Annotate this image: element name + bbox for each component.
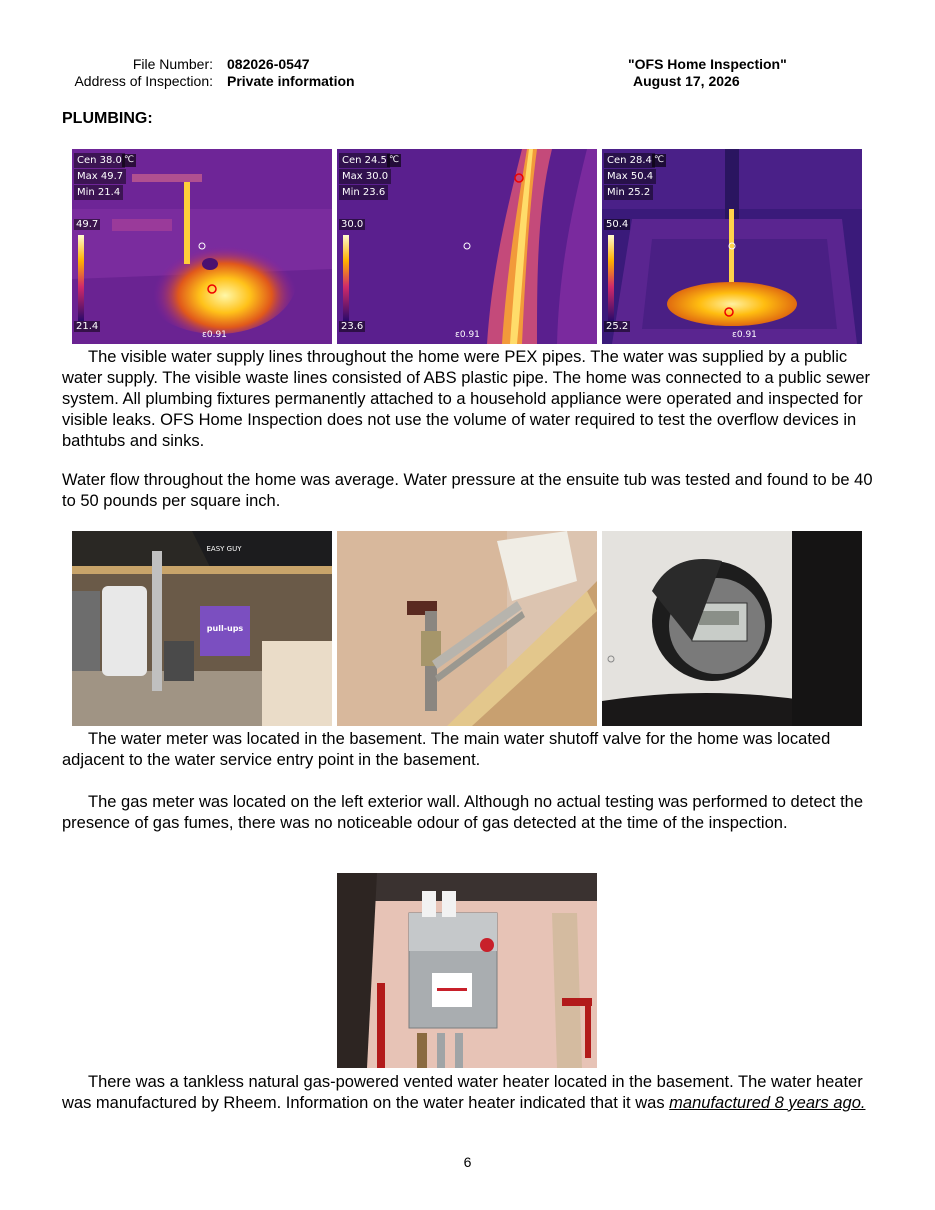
thermal-image-tub xyxy=(602,149,862,344)
photo-basement-storage xyxy=(72,531,332,726)
manufacture-age: manufactured 8 years ago. xyxy=(669,1093,866,1112)
thermal-emissivity: ε0.91 xyxy=(732,330,757,340)
thermal-max: Max 30.0 xyxy=(339,169,391,184)
section-title: PLUMBING: xyxy=(62,110,153,127)
paragraph-text: Water flow throughout the home was average. Water pressure at the ensuite tub was tested and found to be 40 to 50 pounds per square inch. xyxy=(62,470,873,510)
file-number-label: File Number: xyxy=(132,56,213,72)
paragraph-water-flow xyxy=(62,470,874,512)
thermal-scale-high: 30.0 xyxy=(341,219,364,230)
thermal-cen: Cen 38.0 xyxy=(74,153,125,168)
thermal-emissivity: ε0.91 xyxy=(202,330,227,340)
thermal-scale-low: 23.6 xyxy=(341,321,364,332)
paragraph-gas-meter xyxy=(62,792,874,834)
thermal-scale-low: 25.2 xyxy=(606,321,629,332)
paragraph-water-heater xyxy=(62,1072,874,1114)
thermal-image-pipe xyxy=(337,149,597,344)
thermal-cen: Cen 28.4 xyxy=(604,153,655,168)
thermal-image-sink xyxy=(72,149,332,344)
thermal-cen: Cen 24.5 xyxy=(339,153,390,168)
thermal-scale-high: 49.7 xyxy=(76,219,99,230)
file-number: 082026-0547 xyxy=(227,56,310,72)
thermal-max: Max 49.7 xyxy=(74,169,126,184)
thermal-min: Min 23.6 xyxy=(339,185,388,200)
address-value: Private information xyxy=(227,73,355,89)
company-name: "OFS Home Inspection" xyxy=(628,56,787,72)
thermal-unit: ℃ xyxy=(654,155,665,165)
paragraph-text: The water meter was located in the basement. The main water shutoff valve for the home was located adjacent to the water service entry point in the basement. xyxy=(62,729,831,769)
photo-tankless-water-heater xyxy=(337,873,597,1068)
bag-text: EASY GUY xyxy=(206,545,242,553)
thermal-scale-low: 21.4 xyxy=(76,321,99,332)
photo-water-pipe-valve xyxy=(337,531,597,726)
paragraph-text: The visible water supply lines throughout the home were PEX pipes. The water was supplied by a public water supply. The visible waste lines consisted of ABS plastic pipe. The home was connected to a public sewer system. All plumbing fixtures permanently attached to a household appliance were operated and inspected for visible leaks. OFS Home Inspection does not use the volume of water required to test the overflow devices in bathtubs and sinks. xyxy=(62,347,871,450)
paragraph-water-meter xyxy=(62,729,874,771)
thermal-min: Min 21.4 xyxy=(74,185,123,200)
thermal-min: Min 25.2 xyxy=(604,185,653,200)
report-date: August 17, 2026 xyxy=(633,73,740,89)
report-header xyxy=(0,56,935,96)
thermal-scale-high: 50.4 xyxy=(606,219,629,230)
thermal-unit: ℃ xyxy=(124,155,135,165)
paragraph-supply-lines xyxy=(62,347,874,452)
photo-water-meter xyxy=(602,531,862,726)
paragraph-text: The gas meter was located on the left exterior wall. Although no actual testing was performed to detect the presence of gas fumes, there was no noticeable odour of gas detected at the time of the inspection. xyxy=(62,792,864,832)
box-text: pull-ups xyxy=(206,624,244,633)
thermal-max: Max 50.4 xyxy=(604,169,656,184)
address-label: Address of Inspection: xyxy=(74,73,213,89)
thermal-unit: ℃ xyxy=(389,155,400,165)
page-number: 6 xyxy=(463,1154,472,1170)
paragraph-text: There was a tankless natural gas-powered vented water heater located in the basement. The water heater was manufactured by Rheem. Information on the water heater indicated that it was xyxy=(62,1072,863,1112)
thermal-emissivity: ε0.91 xyxy=(455,330,480,340)
